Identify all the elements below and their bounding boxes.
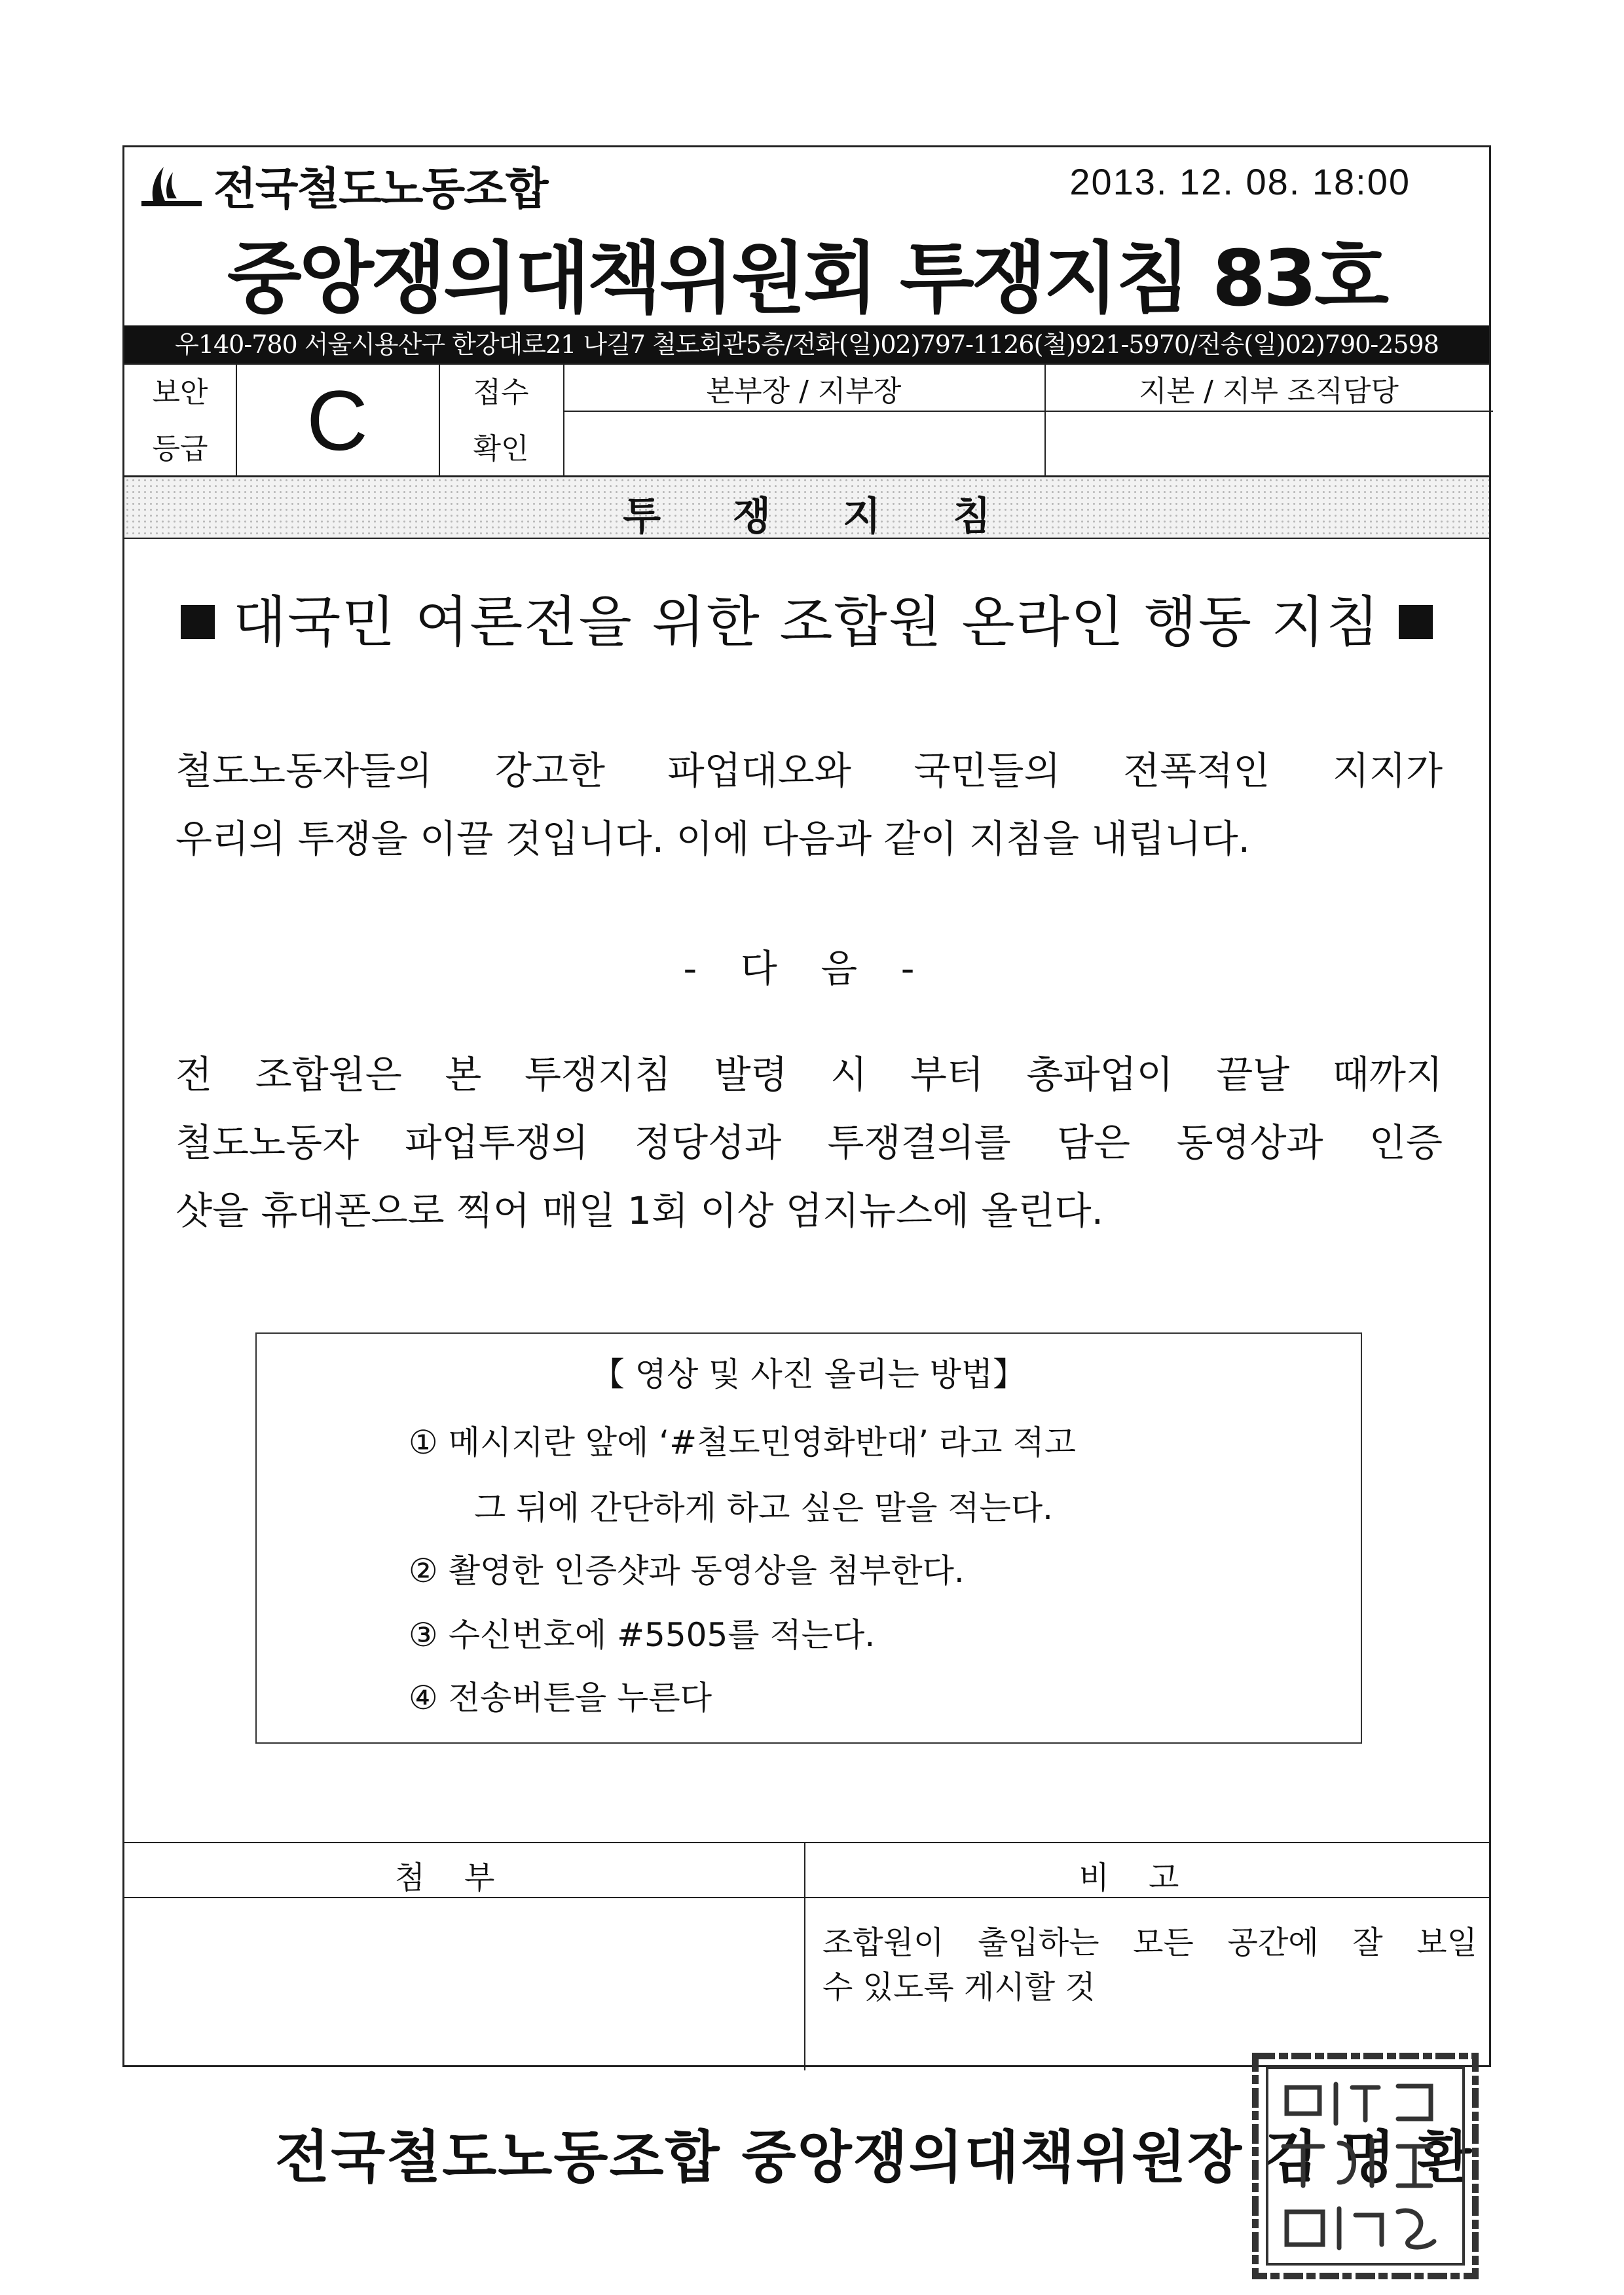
paragraph-line: 철도노동자 파업투쟁의 정당성과 투쟁결의를 담은 동영상과 인증	[175, 1120, 1443, 1165]
security-label: 보안	[152, 376, 208, 409]
signature-line: 전국철도노동조합 중앙쟁의대책위원장 김 명 환	[275, 2125, 1473, 2190]
section-banner	[124, 477, 1489, 539]
paragraph-line: 전 조합원은 본 투쟁지침 발령 시 부터 총파업이 끝날 때까지	[175, 1052, 1443, 1097]
paragraph-line: 철도노동자들의 강고한 파업대오와 국민들의 전폭적인 지지가	[175, 748, 1443, 793]
method-step: ④ 전송버튼을 누른다	[409, 1679, 712, 1717]
method-step: ① 메시지란 앞에 ‘#철도민영화반대’ 라고 적고	[409, 1423, 1077, 1461]
receipt-label: 접수	[473, 376, 529, 409]
approval-grid	[124, 363, 1489, 477]
document-title: 중앙쟁의대책위원회 투쟁지침 83호	[227, 233, 1387, 323]
paragraph-line: 우리의 투쟁을 이끌 것입니다. 이에 다음과 같이 지침을 내립니다.	[175, 817, 1251, 861]
approver-header-1: 본부장 / 지부장	[706, 375, 902, 408]
method-step: 그 뒤에 간단하게 하고 싶은 말을 적는다.	[474, 1489, 1054, 1527]
next-label: - 다 음 -	[683, 946, 931, 991]
method-step: ② 촬영한 인증샷과 동영상을 첨부한다.	[409, 1552, 965, 1590]
attachment-table	[124, 1842, 1489, 2070]
method-title: 【 영상 및 사진 올리는 방법】	[591, 1355, 1026, 1393]
address-bar: 우140-780 서울시용산구 한강대로21 나길7 철도회관5층/전화(일)02)797-1126(철)921-5970/전송(일)02)790-2598	[124, 325, 1489, 363]
paragraph-line: 샷을 휴대폰으로 찍어 매일 1회 이상 엄지뉴스에 올린다.	[175, 1188, 1104, 1233]
approver-header-2: 지본 / 지부 조직담당	[1139, 375, 1399, 408]
railway-union-logo-icon	[139, 162, 204, 210]
intro-paragraph	[175, 737, 1443, 873]
heading-text: 대국민 여론전을 위한 조합원 온라인 행동 지침	[233, 590, 1380, 654]
org-name: 전국철도노동조합	[213, 164, 547, 215]
remarks-line: 조합원이 출입하는 모든 공간에 잘 보일	[822, 1924, 1477, 1961]
receipt-label: 확인	[473, 432, 529, 466]
remarks-note	[822, 1920, 1477, 2010]
security-grade: C	[306, 373, 368, 468]
remarks-label: 비고	[1079, 1860, 1219, 1896]
square-bullet-icon	[1399, 605, 1433, 639]
org-block	[139, 154, 547, 217]
directive-paragraph	[175, 1040, 1443, 1245]
main-heading	[124, 578, 1489, 657]
issue-datetime: 2013. 12. 08. 18:00	[1069, 161, 1411, 202]
method-step: ③ 수신번호에 #5505를 적는다.	[409, 1616, 876, 1654]
document-frame	[122, 145, 1491, 2067]
attach-label: 첨부	[394, 1860, 534, 1896]
grid-divider	[563, 411, 1493, 412]
security-label: 등급	[152, 432, 208, 466]
method-box	[255, 1332, 1362, 1744]
remarks-line: 수 있도록 게시할 것	[822, 1969, 1096, 2006]
banner-text: 투쟁지침	[623, 494, 1063, 540]
square-bullet-icon	[181, 605, 215, 639]
official-seal-icon	[1247, 2048, 1483, 2284]
letterhead	[124, 147, 1489, 363]
